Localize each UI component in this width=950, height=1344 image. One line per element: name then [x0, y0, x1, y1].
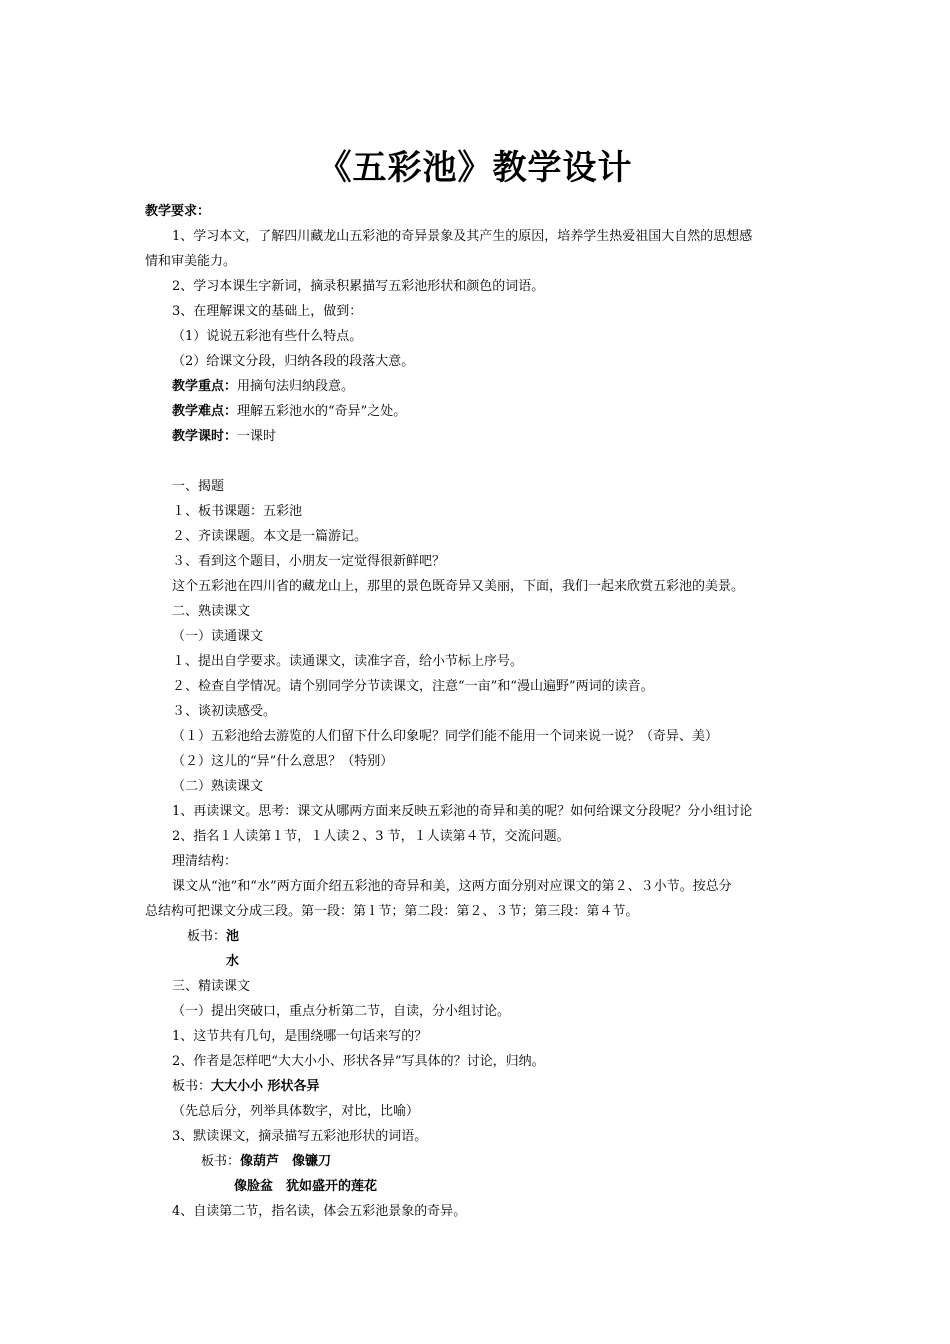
hours-label: 教学课时：	[172, 429, 238, 444]
board-notes-2	[172, 1079, 320, 1095]
board-text: 大大小小 形状各异	[211, 1079, 320, 1094]
teaching-focus	[172, 379, 354, 395]
section-3a-item-4: 4、自读第二节，指名读，体会五彩池景象的奇异。	[172, 1204, 467, 1219]
requirements-heading: 教学要求：	[145, 204, 211, 219]
method-note: （先总后分，列举具体数字，对比，比喻）	[172, 1104, 420, 1119]
board-pool: 池	[226, 929, 240, 944]
section-1-item-1: １、板书课题：五彩池	[172, 504, 303, 519]
teaching-difficulty	[172, 404, 406, 420]
board-notes-1	[187, 929, 239, 945]
requirement-3: 3、在理解课文的基础上，做到：	[172, 304, 363, 319]
section-2a-item-2: ２、检查自学情况。请个别同学分节读课文，注意“一亩”和“漫山遍野”两词的读音。	[172, 679, 654, 694]
section-1-item-2: ２、齐读课题。本文是一篇游记。	[172, 529, 368, 544]
section-2a-item-3-sub-1: （１）五彩池给去游览的人们留下什么印象呢？同学们能不能用一个词来说一说？（奇异、美）	[172, 729, 719, 744]
board-label: 板书：	[201, 1154, 241, 1169]
section-1-paragraph: 这个五彩池在四川省的藏龙山上，那里的景色既奇异又美丽，下面，我们一起来欣赏五彩池的美景。	[172, 579, 745, 594]
hours-text: 一课时	[237, 429, 277, 444]
focus-label: 教学重点：	[172, 379, 238, 394]
requirement-3-item-1: （1）说说五彩池有些什么特点。	[172, 329, 363, 344]
board-shapes-1: 像葫芦 像镰刀	[240, 1154, 332, 1169]
structure-heading: 理清结构：	[172, 854, 238, 869]
section-3a-item-2: 2、作者是怎样吧“大大小小、形状各异”写具体的？讨论，归纳。	[172, 1054, 545, 1069]
board-notes-3	[201, 1154, 331, 1170]
section-2a-item-3-sub-2: （２）这儿的“异”什么意思？（特别）	[172, 754, 394, 769]
section-2a-item-1: １、提出自学要求。读通课文，读准字音，给小节标上序号。	[172, 654, 524, 669]
document-title: 《五彩池》教学设计	[317, 148, 633, 188]
section-2a-item-3: ３、谈初读感受。	[172, 704, 277, 719]
section-2-heading: 二、熟读课文	[172, 604, 251, 619]
requirement-1-line-2: 情和审美能力。	[145, 254, 237, 269]
section-3-heading: 三、精读课文	[172, 979, 251, 994]
structure-paragraph-line-2: 总结构可把课文分成三段。第一段：第 l 节；第二段：第２、３节；第三段：第４节。	[145, 904, 639, 919]
section-1-heading: 一、揭题	[172, 479, 225, 494]
focus-text: 用摘句法归纳段意。	[237, 379, 355, 394]
board-label: 板书：	[172, 1079, 212, 1094]
section-3a-heading: （一）提出突破口，重点分析第二节，自读，分小组讨论。	[172, 1004, 511, 1019]
teaching-hours	[172, 429, 276, 445]
board-label: 板书：	[187, 929, 227, 944]
section-3a-item-3: 3、默读课文，摘录描写五彩池形状的词语。	[172, 1129, 428, 1144]
board-shapes-2: 像脸盆 犹如盛开的莲花	[234, 1179, 378, 1194]
board-water: 水	[226, 954, 240, 969]
section-2b-item-2: 2、指名１人读第１节，１人读２、3 节，１人读第４节，交流问题。	[172, 829, 570, 844]
section-2a-heading: （一）读通课文	[172, 629, 264, 644]
difficulty-label: 教学难点：	[172, 404, 238, 419]
section-1-item-3: ３、看到这个题目，小朋友一定觉得很新鲜吧？	[172, 554, 446, 569]
section-2b-item-1: 1、再读课文。思考：课文从哪两方面来反映五彩池的奇异和美的呢？如何给课文分段呢？分小组讨论	[172, 804, 753, 819]
difficulty-text: 理解五彩池水的“奇异”之处。	[237, 404, 407, 419]
section-3a-item-1: 1、这节共有几句，是围绕哪一句话来写的？	[172, 1029, 428, 1044]
section-2b-heading: （二）熟读课文	[172, 779, 264, 794]
requirement-1-line-1: 1、学习本文，了解四川藏龙山五彩池的奇异景象及其产生的原因，培养学生热爱祖国大自然的思想感	[172, 229, 753, 244]
structure-paragraph-line-1: 课文从“池”和“水”两方面介绍五彩池的奇异和美，这两方面分别对应课文的第２、３小节。按总分	[172, 879, 732, 894]
requirement-3-item-2: （2）给课文分段，归纳各段的段落大意。	[172, 354, 415, 369]
requirement-2: 2、学习本课生字新词，摘录积累描写五彩池形状和颜色的词语。	[172, 279, 545, 294]
